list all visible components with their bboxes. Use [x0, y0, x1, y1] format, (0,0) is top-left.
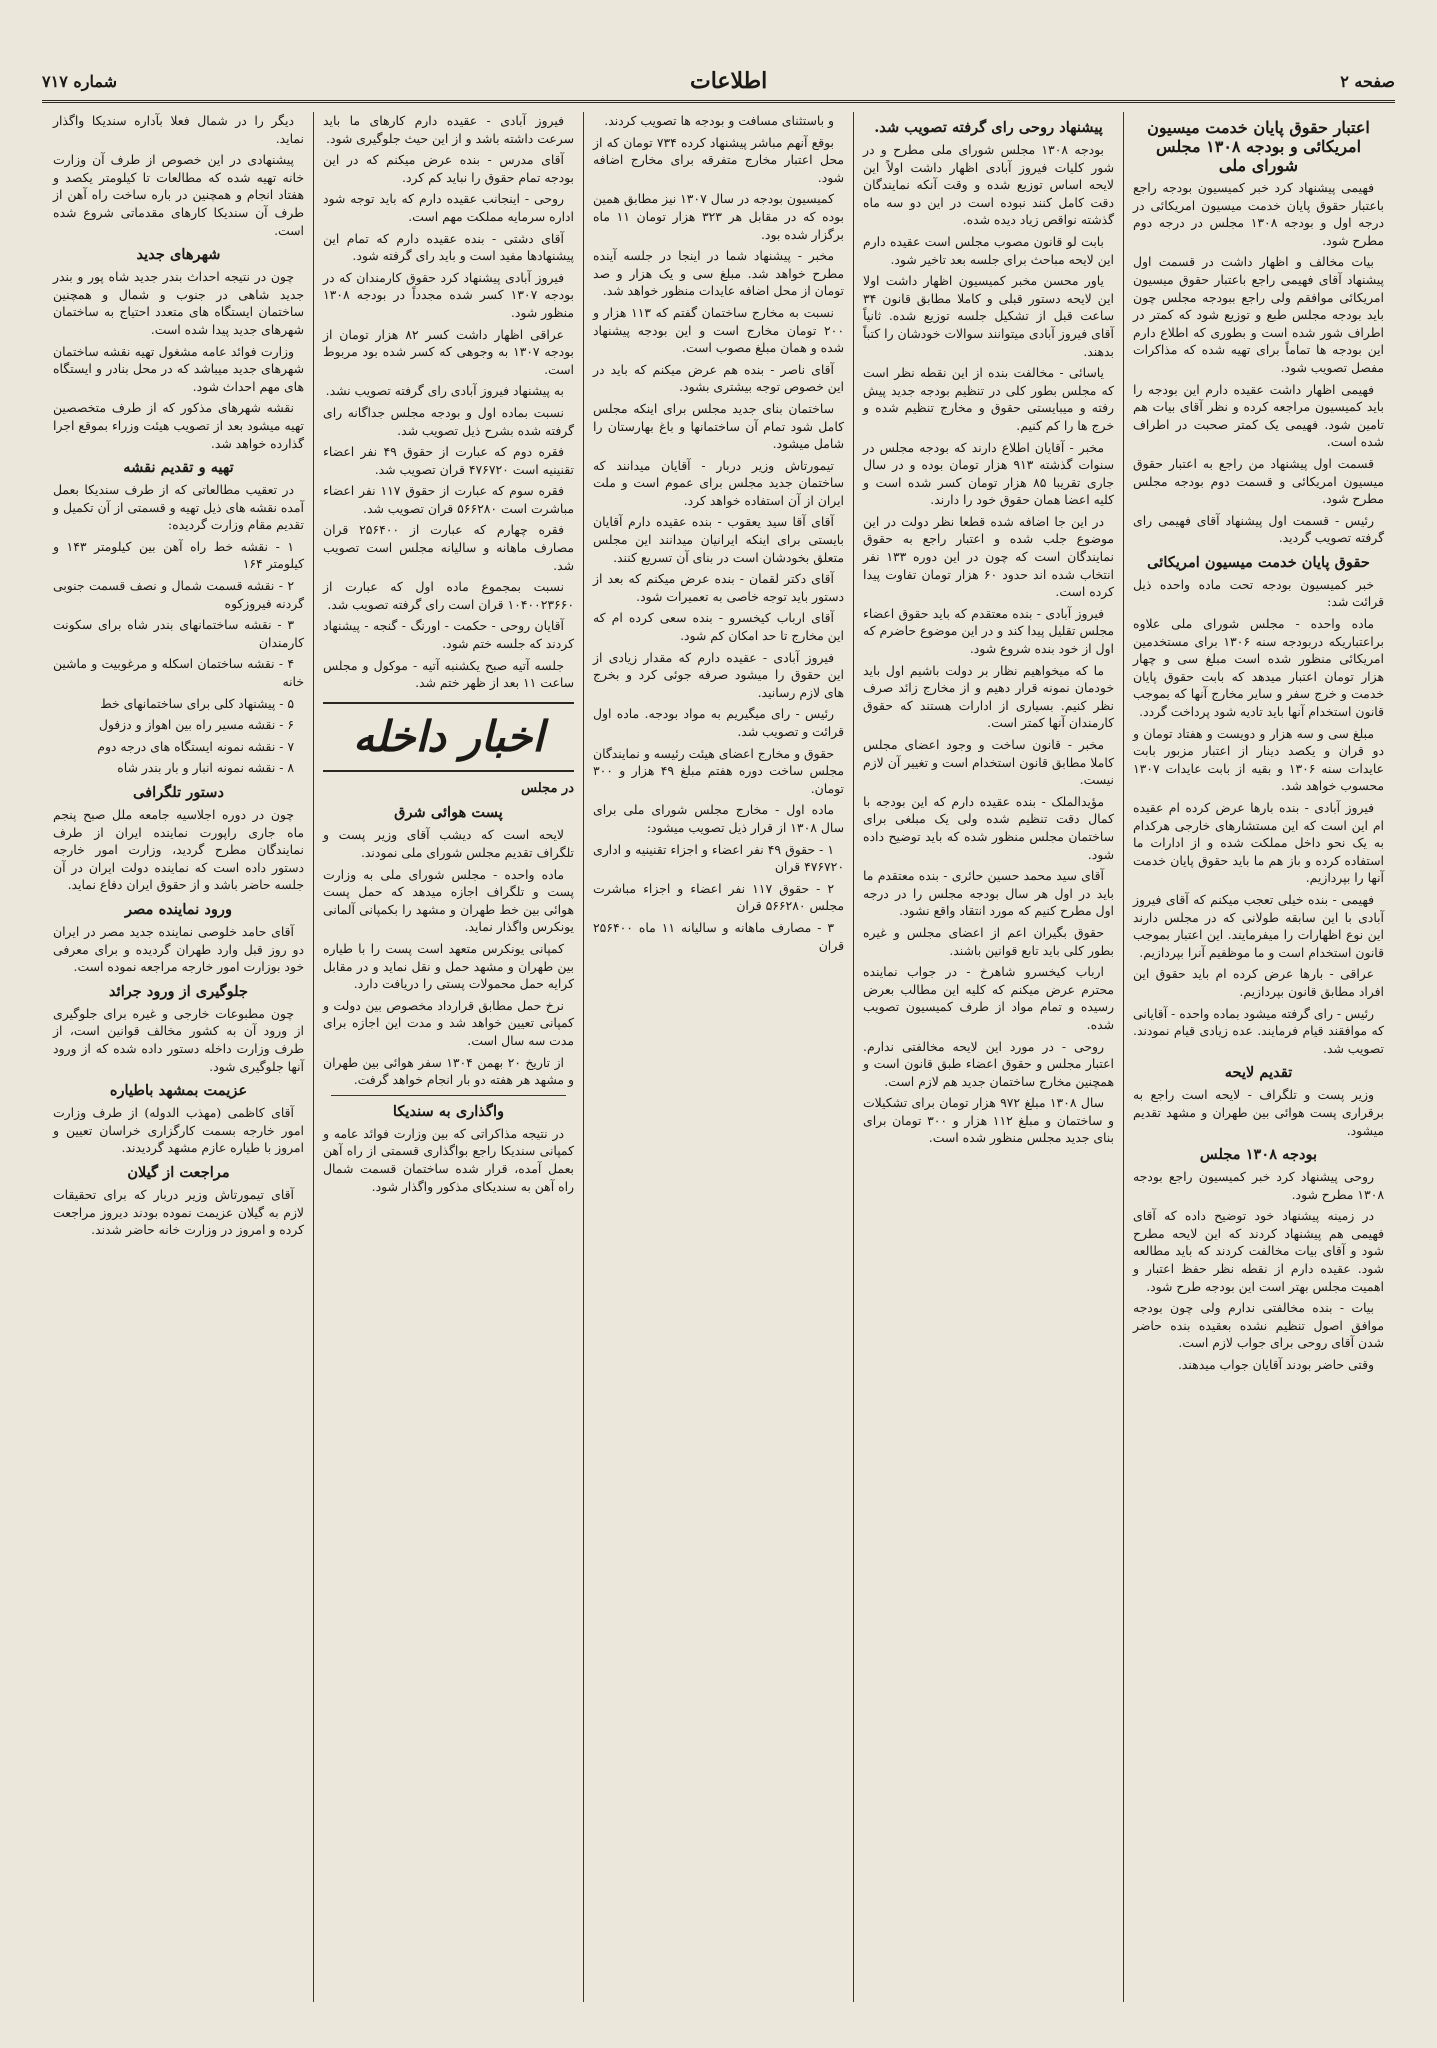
masthead	[42, 64, 1395, 98]
paragraph: آقای مدرس - بنده عرض میکنم که در این بودجه تمام حقوق را نباید کم کرد.	[323, 152, 574, 185]
section-heading: تقدیم لایحه	[1224, 1064, 1293, 1082]
paragraph: چون در دوره اجلاسیه جامعه ملل صبح پنجم ماه جاری راپورت نماینده ایران از طرف نمایندگان مطرح گردید، وزارت امور خارجه دستور داده است که نماینده دولت ایران در آن جلسه حاضر باشد و از حقوق ایران دفاع نماید.	[53, 807, 304, 893]
paragraph: پیشنهادی در این خصوص از طرف آن وزارت خانه تهیه شده که مطالعات تا کیلومتر یکصد و هفتاد انجام و همچنین در باره ساخت راه آهن از طرف آن سندیکا کارهای مقدماتی شروع شده است.	[53, 152, 304, 238]
paragraph: آقای آقا سید یعقوب - بنده عقیده دارم آقایان بایستی برای اینکه ایرانیان میدانند این مجلس متعلق بخودشان است در بنای آن تسریع کنند.	[593, 514, 844, 565]
paragraph: مبلغ سی و سه هزار و دویست و هفتاد تومان و دو قران و یکصد دینار از اعتبار مزبور بابت عایدات سنه ۱۳۰۶ و بقیه از بابت عایدات ۱۳۰۷ محسوب خواهد شد.	[1133, 725, 1384, 794]
budget-item: ۱ - حقوق ۴۹ نفر اعضاء و اجزاء تقنینیه و اداری ۴۷۶۷۲۰ قران	[593, 841, 844, 875]
paragraph: در تعقیب مطالعاتی که از طرف سندیکا بعمل آمده نقشه های ذیل تهیه و قسمتی از آن تکمیل و تقدیم مقام وزارت گردیده:	[53, 482, 304, 533]
paragraph: در زمینه پیشنهاد خود توضیح داده که آقای فهیمی هم پیشنهاد کردند که این لایحه مطرح شود و آقای بیات مخالفت کردند که باید مطالعه شود. عقیده دارم از نقطه نظر حفظ اعتبار و اهمیت مجلس بهتر است این بودجه طرح شود.	[1133, 1208, 1384, 1294]
paragraph: روحی - اینجانب عقیده دارم که باید توجه شود اداره سرمایه مملکت مهم است.	[323, 191, 574, 224]
paragraph: آقای ارباب کیخسرو - بنده سعی کرده ام که این مخارج تا حد امکان کم شود.	[593, 610, 844, 644]
paragraph: رئیس - رای میگیریم به مواد بودجه. ماده اول قرائت و تصویب شد.	[593, 706, 844, 739]
paragraph: قسمت اول پیشنهاد من راجع به اعتبار حقوق میسیون امریکائی و قسمت دوم بودجه مجلس مطرح شود.	[1133, 455, 1384, 507]
paragraph: چون در نتیجه احداث بندر جدید شاه پور و بندر جدید شاهی در جنوب و شمال و همچنین ساختمان ایستگاه های متعدد احتیاج به ساختمان شهرهای جدید پیدا شده است.	[53, 269, 304, 337]
columns	[44, 112, 1393, 2002]
section-heading: مراجعت از گیلان	[127, 1163, 230, 1181]
paragraph: فقره دوم که عبارت از حقوق ۴۹ نفر اعضاء تقنینیه است ۴۷۶۷۲۰ قران تصویب شد.	[323, 444, 574, 477]
paragraph: ماده واحده - مجلس شورای ملی به وزارت پست و تلگراف اجازه میدهد که حمل پست هوائی بین خط طهران و مشهد را بکمپانی آلمانی یونکرس واگذار نماید.	[323, 866, 574, 935]
paragraph: در این جا اضافه شده قطعا نظر دولت در این موضوع جلب شده و اعتبار راجع به حقوق نمایندگان است که چون در این دوره ۱۳۳ نفر انتخاب شده اند حدود ۶۰ هزار تومان تفاوت پیدا کرده است.	[863, 513, 1115, 600]
list-item: ۴ - نقشه ساختمان اسکله و مرغوبیت و ماشین خانه	[53, 656, 304, 690]
paragraph: کمیسیون بودجه در سال ۱۳۰۷ نیز مطابق همین بوده که در مقابل هر ۳۲۳ هزار تومان ۱۱ ماه برگزار شده بود.	[593, 191, 844, 242]
paragraph: فیروز آبادی - عقیده دارم که مقدار زیادی از این حقوق را میشود صرفه جوئی کرد و بخرج های لازم رسانید.	[593, 649, 844, 700]
newspaper-name: اطلاعات	[689, 68, 768, 94]
paragraph: ماده واحده - مجلس شورای ملی علاوه براعتباریکه دربودجه سنه ۱۳۰۶ برای مستخدمین امریکائی منظور شده است مبلغ سی و چهار هزار تومان اعتبار میدهد که بابت حقوق پایان خدمت و خرج سفر و سایر مخارج آنها که بموجب قانون استخدام آنها باید تادیه شود پرداخت گردد.	[1133, 616, 1384, 720]
list-item: ۱ - نقشه خط راه آهن بین کیلومتر ۱۴۳ و کیلومتر ۱۶۴	[53, 538, 304, 572]
section-heading: بودجه ۱۳۰۸ مجلس	[1199, 1146, 1318, 1164]
column-1	[1123, 112, 1393, 2002]
masthead-rule	[42, 100, 1395, 103]
list-item: ۸ - نقشه نمونه انبار و بار بندر شاه	[117, 760, 294, 776]
section-heading: پست هوائی شرق	[394, 804, 503, 822]
paragraph: مؤیدالملک - بنده عقیده دارم که این بودجه با کمال دقت تنظیم شده ولی یک مبلغی برای ساختمان مجلس منظور شده که باید توضیح داده شود.	[863, 793, 1114, 862]
paragraph: فیروز آبادی - بنده معتقدم که باید حقوق اعضاء مجلس تقلیل پیدا کند و در این موضوع حاضرم که اول از خود بنده شروع شود.	[863, 605, 1114, 657]
paragraph: آقای ناصر - بنده هم عرض میکنم که باید در این خصوص توجه بیشتری بشود.	[593, 361, 844, 395]
paragraph: خبر کمیسیون بودجه تحت ماده واحده ذیل قرائت شد:	[1133, 576, 1384, 610]
article-headline: پیشنهاد روحی رای گرفته تصویب شد.	[874, 119, 1103, 136]
paragraph: یاسائی - مخالفت بنده از این نقطه نظر است که مجلس بطور کلی در تنظیم بودجه جدید پیش رفته و میبایستی حقوق و مخارج تنظیم شده و خرج ها را کم کنیم.	[863, 365, 1114, 433]
paragraph: نسبت بماده اول و بودجه مجلس جداگانه رای گرفته شده بشرح ذیل تصویب شد.	[323, 404, 574, 438]
paragraph: حقوق بگیران اعم از اعضای مجلس و غیره بطور کلی باید تابع قوانین باشند.	[863, 924, 1114, 958]
paragraph: وقتی حاضر بودند آقایان جواب میدهند.	[1177, 1357, 1374, 1373]
paragraph: تیمورتاش وزیر دربار - آقایان میدانند که ساختمان جدید مجلس برای عموم است و ملت ایران از آن استفاده خواهد کرد.	[593, 457, 844, 508]
paragraph: مخبر - قانون ساخت و وجود اعضای مجلس کاملا مطابق قانون استخدام است و تغییر آن لازم نیست.	[863, 737, 1114, 788]
issue-number: شماره ۷۱۷	[42, 71, 118, 91]
paragraph: عراقی - بارها عرض کرده ام باید حقوق این افراد مطابق قانون بپردازیم.	[1133, 966, 1384, 999]
column-5	[44, 112, 313, 2002]
paragraph: فیروز آبادی - بنده بارها عرض کرده ام عقیده ام این است که این مستشارهای خارجی هرکدام به یک نحو داخل مملکت شده و از ادارات ما استفاده کرده و باز هم ما باید حقوق پایان خدمت آنها را بپردازیم.	[1133, 800, 1384, 886]
paragraph: دیگر را در شمال فعلا بآداره سندیکا واگذار نماید.	[53, 113, 304, 146]
paragraph: ساختمان بنای جدید مجلس برای اینکه مجلس کامل شود تمام آن ساختمانها و باغ بهارستان را شامل میشود.	[593, 400, 844, 452]
divider	[331, 1095, 566, 1096]
paragraph: وزیر پست و تلگراف - لایحه است راجع به برقراری پست هوائی بین طهران و مشهد تقدیم میشود.	[1133, 1087, 1384, 1138]
paragraph: مخبر - آقایان اطلاع دارند که بودجه مجلس در سنوات گذشته ۹۱۳ هزار تومان بوده و در سال جاری تقریبا ۸۵ هزار تومان کسر شده است و کلیه اعضا همان حقوق خود را دارند.	[863, 439, 1114, 508]
paragraph: رئیس - رای گرفته میشود بماده واحده - آقایانی که موافقند قیام فرمایند. عده زیادی قیام نمودند. تصویب شد.	[1133, 1005, 1384, 1056]
section-heading: حقوق پایان خدمت میسیون امریکائی	[1147, 553, 1370, 571]
paragraph: به پیشنهاد فیروز آبادی رای گرفته تصویب نشد.	[325, 383, 564, 399]
page-number: صفحه ۲	[1340, 71, 1395, 91]
list-item: ۵ - پیشنهاد کلی برای ساختمانهای خط	[100, 695, 294, 711]
section-heading: جلوگیری از ورود جرائد	[108, 982, 249, 1000]
section-heading: واگذاری به سندیکا	[392, 1102, 505, 1120]
column-3	[583, 112, 853, 2002]
subsection-label: در مجلس	[521, 780, 574, 796]
paragraph: بیات مخالف و اظهار داشت در قسمت اول پیشنهاد آقای فهیمی راجع باعتبار حقوق میسیون امریکائی موافقم ولی راجع ببودجه مجلس چون باید بودجه مجلس طبع و توزیع شود که کمتر در اطراف شور شده است و بطوری که اطلاع دارم این بودجه ها تماماً برای تهیه شده که مذاکرات مفصل تصویب شود.	[1133, 254, 1384, 375]
paragraph: لایحه است که دیشب آقای وزیر پست و تلگراف تقدیم مجلس شورای ملی نمودند.	[323, 827, 574, 860]
section-heading: عزیمت بمشهد باطیاره	[109, 1082, 248, 1100]
paragraph: نسبت به مخارج ساختمان گفتم که ۱۱۳ هزار و ۲۰۰ تومان مخارج است و این بودجه پیشنهاد شده و همان مبلغ مصوب است.	[593, 304, 844, 356]
list-item: ۶ - نقشه مسیر راه بین اهواز و دزفول	[98, 717, 294, 733]
paragraph: رئیس - قسمت اول پیشنهاد آقای فهیمی رای گرفته تصویب گردید.	[1133, 512, 1384, 546]
paragraph: عراقی اظهار داشت کسر ۸۲ هزار تومان از بودجه ۱۳۰۷ به وجوهی که کسر شده بود مربوط است.	[323, 326, 574, 377]
paragraph: فقره چهارم که عبارت از ۲۵۶۴۰۰ قران مصارف ماهانه و سالیانه مجلس است تصویب شد.	[323, 522, 574, 573]
paragraph: بودجه ۱۳۰۸ مجلس شورای ملی مطرح و در شور کلیات فیروز آبادی اظهار داشت اولاً این لایحه اساس توزیع شده و وقت آنکه نمایندگان دقت کامل کنند نبوده است در این دو سه ماه گذشته نواقص زیاد دیده شده.	[863, 142, 1114, 228]
paragraph: حقوق و مخارج اعضای هیئت رئیسه و نمایندگان مجلس ساخت دوره هفتم مبلغ ۴۹ هزار و ۳۰۰ تومان.	[593, 745, 844, 796]
section-heading: تهیه و تقدیم نقشه	[123, 459, 234, 477]
paragraph: روحی - در مورد این لایحه مخالفتی ندارم. اعتبار مجلس و حقوق اعضاء طبق قانون است و همچنین مخارج ساختمان جدید هم لازم است.	[863, 1038, 1114, 1089]
paragraph: آقای کاظمی (مهذب الدوله) از طرف وزارت امور خارجه بسمت کارگزاری خراسان تعیین و امروز با طیاره عازم مشهد گردیدند.	[53, 1105, 304, 1156]
column-4	[313, 112, 583, 2002]
paragraph: چون مطبوعات خارجی و غیره برای جلوگیری از ورود آن به کشور مخالف قوانین است، از طرف وزارت داخله دستور داده شده که از ورود آنها جلوگیری شود.	[53, 1005, 304, 1074]
paragraph: فیروز آبادی پیشنهاد کرد حقوق کارمندان که در بودجه ۱۳۰۷ کسر شده مجدداً در بودجه ۱۳۰۸ منظور شود.	[323, 269, 574, 320]
section-banner	[323, 702, 574, 772]
paragraph: مخبر - پیشنهاد شما در اینجا در جلسه آینده مطرح خواهد شد. مبلغ سی و یک هزار و صد تومان از محل اضافه عایدات منظور خواهد شد.	[593, 248, 844, 299]
paragraph: آقای تیمورتاش وزیر دربار که برای تحقیقات لازم به گیلان عزیمت نموده بودند دیروز مراجعت کرده و امروز در وزارت خانه حاضر شدند.	[53, 1186, 304, 1238]
paragraph: روحی پیشنهاد کرد خبر کمیسیون راجع بودجه ۱۳۰۸ مطرح شود.	[1133, 1169, 1384, 1202]
paragraph: بوقع آنهم مباشر پیشنهاد کرده ۷۳۴ تومان که از محل اعتبار مخارج متفرقه برای مخارج اضافه شود.	[593, 134, 844, 185]
paragraph: آقای حامد خلوصی نماینده جدید مصر در ایران دو روز قبل وارد طهران گردیده و برای معرفی خود بوزارت امور خارجه مراجعه نموده است.	[53, 923, 304, 975]
paragraph: آقای دشتی - بنده عقیده دارم که تمام این پیشنهادها مفید است و باید رای گرفته شود.	[323, 230, 574, 264]
paragraph: ما که میخواهیم نظار بر دولت باشیم اول باید خودمان نمونه قرار دهیم و از مخارج زائد صرف نظر کنیم. بسیاری از ادارات هستند که حقوق کارمندان آنها کمتر است.	[863, 662, 1114, 731]
list-item: ۷ - نقشه نمونه ایستگاه های درجه دوم	[97, 738, 294, 754]
paragraph: یاور محسن مخبر کمیسیون اظهار داشت اولا این لایحه دستور قبلی و کاملا مطابق قانون ۳۴ ساعت قبل از تشکیل جلسه توزیع شده. ثانیاً آقای فیروز آبادی میتوانند سوالات خودشان را کتباً بدهند.	[863, 273, 1114, 359]
paragraph: فیروز آبادی - عقیده دارم کارهای ما باید سرعت داشته باشد و از این حیث جلوگیری شود.	[323, 113, 574, 146]
paragraph: آقایان روحی - حکمت - اورنگ - گنجه - پیشنهاد کردند که جلسه ختم شود.	[323, 618, 574, 652]
paragraph: نرخ حمل مطابق قرارداد مخصوص بین دولت و کمپانی تعیین خواهد شد و مدت این اجازه برای مدت سه سال است.	[323, 997, 574, 1048]
paragraph: آقای سید محمد حسین حائری - بنده معتقدم ما باید در اول هر سال بودجه مجلس را در درجه اول مطرح کنیم که مورد انتقاد واقع نشود.	[863, 868, 1114, 919]
section-heading: دستور تلگرافی	[133, 784, 224, 801]
paragraph: از تاریخ ۲۰ بهمن ۱۳۰۴ سفر هوائی بین طهران و مشهد هر هفته دو بار انجام خواهد گرفت.	[323, 1054, 574, 1088]
list-item: ۳ - نقشه ساختمانهای بندر شاه برای سکونت کارمندان	[53, 617, 304, 650]
paragraph: سال ۱۳۰۸ مبلغ ۹۷۲ هزار تومان برای تشکیلات و ساختمان و مبلغ ۱۱۲ هزار و ۳۰۰ تومان برای بنای جدید مجلس منظور شده است.	[863, 1095, 1114, 1146]
paragraph: ارباب کیخسرو شاهرخ - در جواب نماینده محترم عرض میکنم که کلیه این مطالب بعرض رسیده و تمام مواد از طرف کمیسیون تصویب شده.	[863, 964, 1114, 1032]
paragraph: فقره سوم که عبارت از حقوق ۱۱۷ نفر اعضاء مباشرت است ۵۶۶۲۸۰ قران تصویب شد.	[323, 483, 574, 516]
banner-title: اخبار داخله	[353, 711, 544, 761]
section-heading: ورود نماینده مصر	[124, 900, 233, 918]
column-2	[853, 112, 1123, 2002]
paragraph: بیات - بنده مخالفتی ندارم ولی چون بودجه موافق اصول تنظیم نشده بعقیده بنده حاضر شدن آقای روحی برای جواب لازم است.	[1133, 1300, 1384, 1351]
paragraph: فهیمی پیشنهاد کرد خبر کمیسیون بودجه راجع باعتبار حقوق پایان خدمت میسیون امریکائی در درجه اول و بودجه ۱۳۰۸ مجلس در درجه دوم مطرح شود.	[1133, 180, 1384, 248]
section-heading: شهرهای جدید	[136, 246, 221, 264]
paragraph: بابت لو قانون مصوب مجلس است عقیده دارم این لایحه مباحث برای جلسه بعد تاخیر شود.	[863, 233, 1114, 267]
paragraph: نسبت بمجموع ماده اول که عبارت از ۱۰۴۰۰۲۳۶۶۰ قران است رای گرفته تصویب شد.	[323, 579, 574, 612]
paragraph: فهیمی - بنده خیلی تعجب میکنم که آقای فیروز آبادی با این سابقه طولانی که در مجلس دارند این نوع اظهارات را میفرمایند. این اعتبار بموجب قانون استخدام است و ما موظفیم آنرا بپردازیم.	[1133, 891, 1384, 960]
paragraph: کمپانی یونکرس متعهد است پست را با طیاره بین طهران و مشهد حمل و نقل نماید و در مقابل کرایه حمل محمولات پستی را دریافت دارد.	[323, 940, 574, 992]
list-item: ۲ - نقشه قسمت شمال و نصف قسمت جنوبی گردنه فیروزکوه	[53, 578, 304, 611]
article-headline: اعتبار حقوق پایان خدمت میسیون امریکائی و بودجه ۱۳۰۸ مجلس شورای ملی	[1147, 118, 1370, 175]
paragraph: جلسه آتیه صبح یکشنبه آتیه - موکول و مجلس ساعت ۱۱ بعد از ظهر ختم شد.	[323, 657, 574, 691]
paragraph: ماده اول - مخارج مجلس شورای ملی برای سال ۱۳۰۸ از قرار ذیل تصویب میشود:	[593, 802, 844, 835]
paragraph: نقشه شهرهای مذکور که از طرف متخصصین تهیه میشود بعد از تصویب هیئت وزراء بموقع اجرا گذارده خواهد شد.	[53, 400, 304, 451]
paragraph: وزارت فوائد عامه مشغول تهیه نقشه ساختمان شهرهای جدید میباشد که در محل بنادر و ایستگاه های مهم احداث شود.	[53, 343, 304, 394]
paragraph: فهیمی اظهار داشت عقیده دارم این بودجه را باید کمیسیون مراجعه کرده و نظر آقای بیات هم تامین شود. فهیمی یک کمتر صحبت در اطراف شده است.	[1133, 381, 1384, 450]
budget-item: ۲ - حقوق ۱۱۷ نفر اعضاء و اجزاء مباشرت مجلس ۵۶۶۲۸۰ قران	[593, 880, 844, 914]
paragraph: و باستثنای مسافت و بودجه ها تصویب کردند.	[604, 113, 834, 128]
paragraph: آقای دکتر لقمان - بنده عرض میکنم که بعد از دستور باید توجه خاصی به تعمیرات شود.	[593, 571, 844, 604]
paragraph: در نتیجه مذاکراتی که بین وزارت فوائد عامه و کمپانی سندیکا راجع بواگذاری قسمتی از راه آهن بعمل آمده، قرار شده ساختمان قسمت شمال راه آهن به سندیکای مذکور واگذار شود.	[323, 1125, 574, 1194]
budget-item: ۳ - مصارف ماهانه و سالیانه ۱۱ ماه ۲۵۶۴۰۰ قران	[593, 919, 844, 953]
